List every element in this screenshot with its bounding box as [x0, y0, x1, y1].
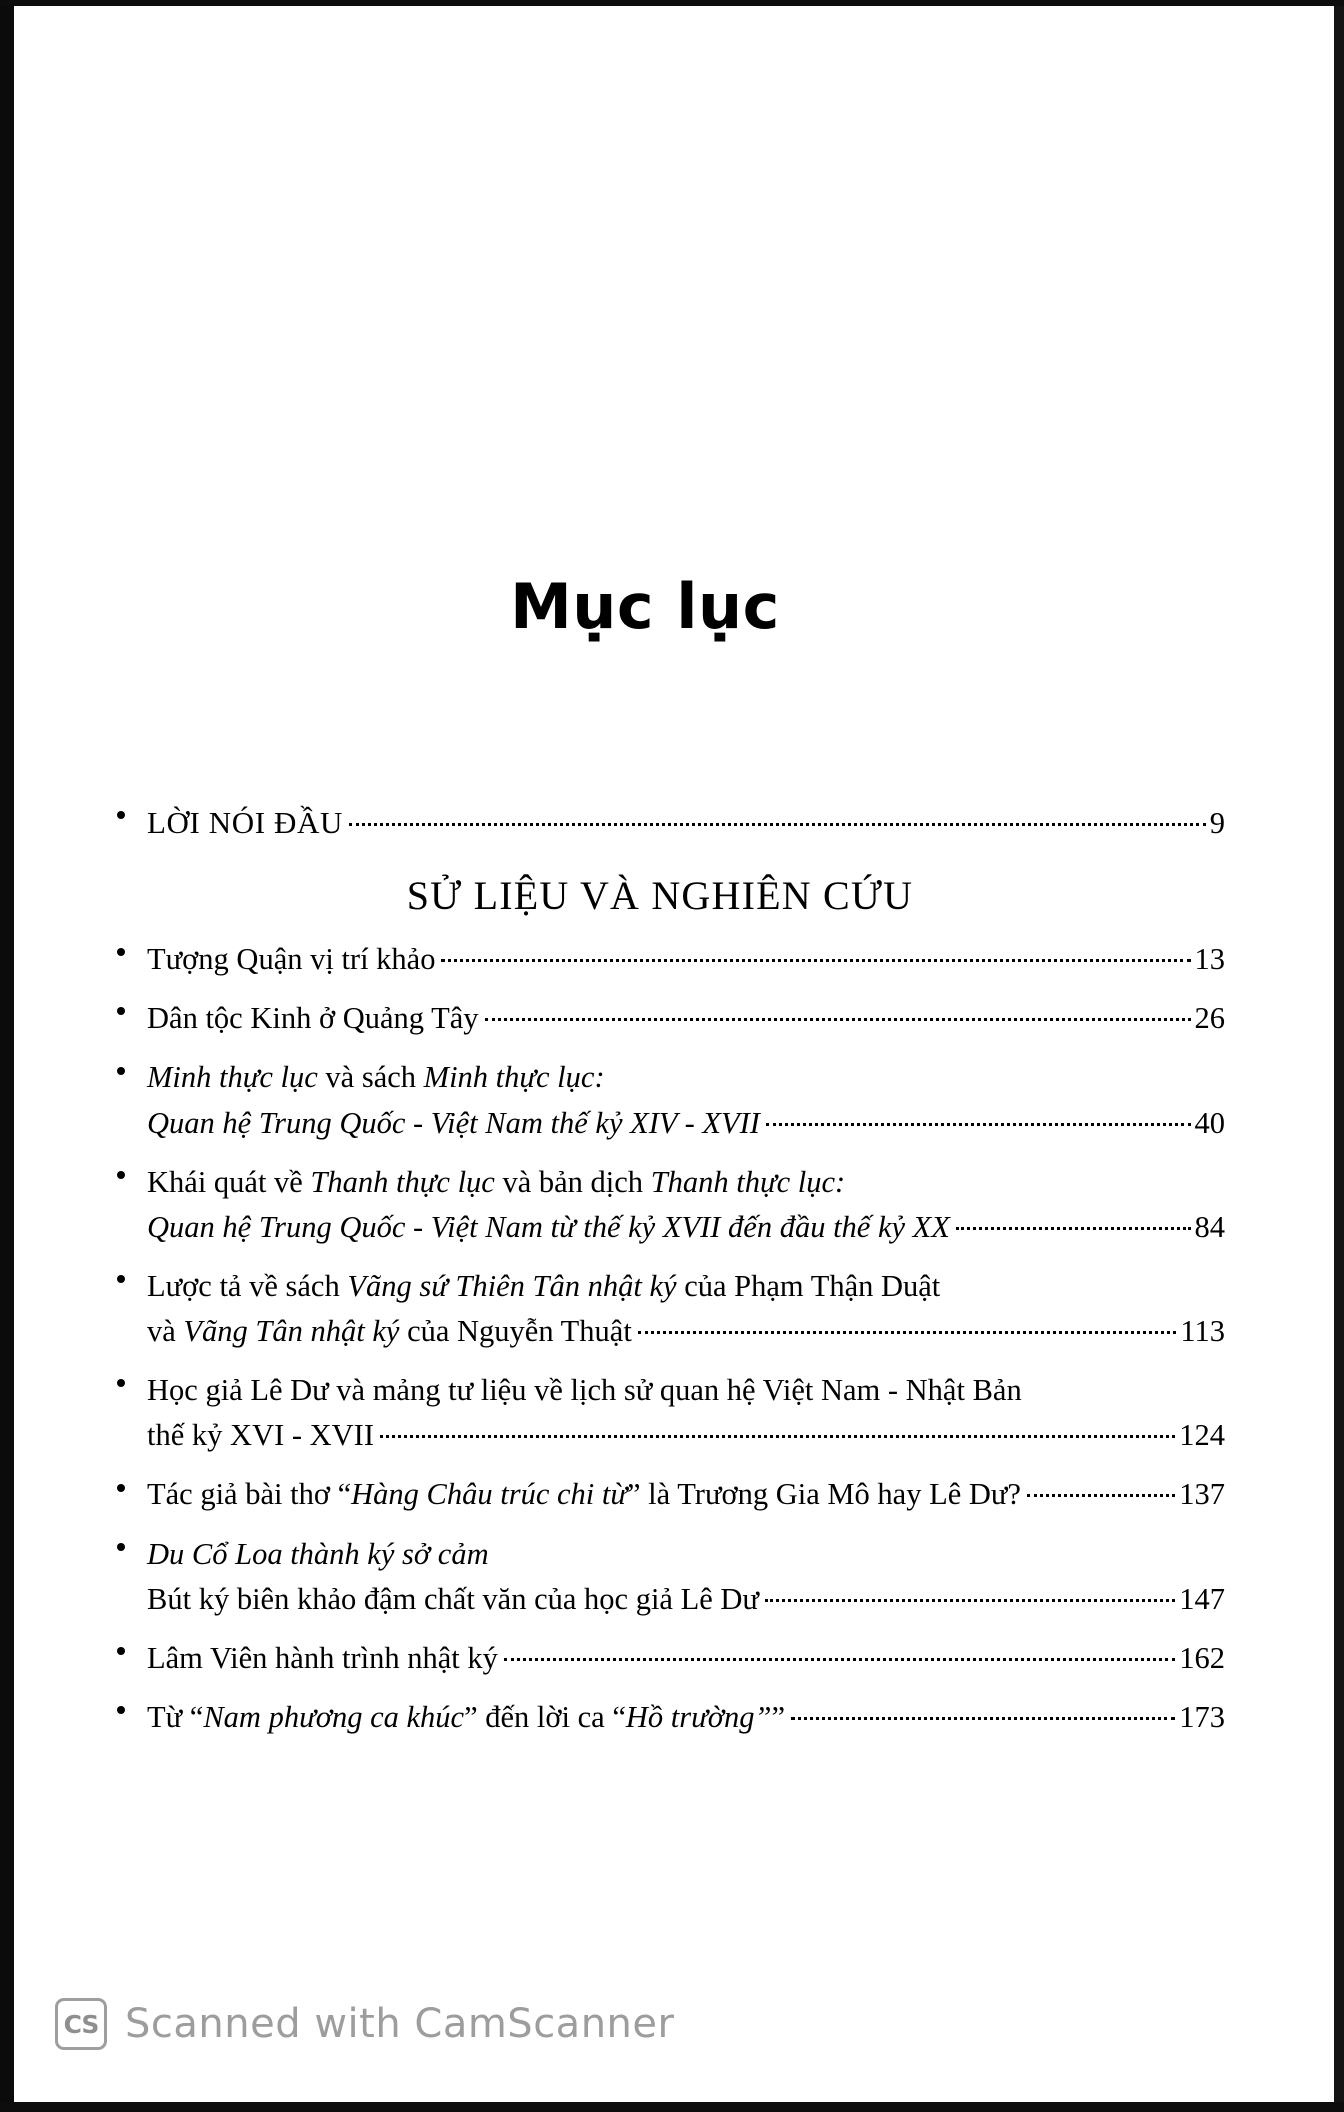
dot-leader — [766, 1123, 1191, 1126]
toc-entry[interactable] — [95, 1160, 1225, 1250]
page-edge-left — [0, 0, 14, 2112]
dot-leader — [441, 959, 1190, 962]
dot-leader — [638, 1331, 1177, 1334]
dot-leader — [791, 1717, 1175, 1720]
bullet-icon — [117, 948, 125, 956]
toc-page-number: 124 — [1179, 1418, 1225, 1453]
toc-entry-title-mid: ” đến lời ca “ — [464, 1699, 626, 1734]
page-edge-right — [1334, 0, 1344, 2112]
page-content — [95, 0, 1265, 2112]
toc-entry-title: LỜI NÓI ĐẦU — [147, 805, 344, 840]
bullet-icon — [117, 1484, 125, 1492]
toc-entry-title-post: ” — [771, 1699, 786, 1734]
camscanner-watermark-text: Scanned with CamScanner — [125, 2001, 675, 2047]
toc-page-number: 9 — [1209, 806, 1225, 840]
bullet-icon — [117, 1275, 125, 1283]
toc-entry-title-pre: Lược tả về sách — [147, 1268, 348, 1303]
toc-page-number: 113 — [1180, 1314, 1225, 1348]
toc-entry[interactable] — [95, 1695, 1225, 1740]
bullet-icon — [117, 1171, 125, 1179]
toc-entry[interactable] — [95, 1532, 1225, 1622]
toc-entry[interactable] — [95, 1368, 1225, 1458]
dot-leader — [380, 1435, 1175, 1438]
toc-entry-subtitle: Bút ký biên khảo đậm chất văn của học giả Lê Dư — [147, 1581, 759, 1616]
toc-entry-title-italic: Vãng sứ Thiên Tân nhật ký — [347, 1268, 677, 1303]
toc-entry[interactable] — [95, 1055, 1225, 1145]
toc-page-number: 26 — [1194, 1001, 1225, 1036]
toc-entry-title-italic: Du Cổ Loa thành ký sở cảm — [147, 1536, 489, 1571]
camscanner-watermark — [55, 1998, 674, 2050]
toc-entry-subtitle: Quan hệ Trung Quốc - Việt Nam thế kỷ XIV - XVII — [147, 1105, 760, 1140]
toc-page-number: 84 — [1194, 1209, 1225, 1244]
toc-entry-title-italic: Thanh thực lục — [310, 1164, 495, 1199]
toc-page-number: 147 — [1179, 1581, 1225, 1616]
toc-entry-title-italic-2: Hồ trường” — [625, 1699, 772, 1734]
toc-page-number: 162 — [1179, 1640, 1225, 1675]
toc-entry-title: Lâm Viên hành trình nhật ký — [147, 1640, 498, 1675]
bullet-icon — [117, 1007, 125, 1015]
toc-entry-title: Tượng Quận vị trí khảo — [147, 942, 436, 977]
dot-leader — [349, 823, 1206, 826]
toc-entry-subtitle: Quan hệ Trung Quốc - Việt Nam từ thế kỷ XVII đến đầu thế kỷ XX — [147, 1209, 950, 1244]
toc-entry-title-pre: Từ “ — [147, 1699, 204, 1734]
toc-entry-title-mid: ” là Trương Gia Mô hay Lê Dư? — [627, 1477, 1021, 1512]
toc-page-number: 137 — [1179, 1477, 1225, 1512]
toc-entry[interactable] — [95, 996, 1225, 1041]
toc-entry-title-italic: Hàng Châu trúc chi từ — [351, 1477, 627, 1512]
dot-leader — [956, 1227, 1191, 1230]
toc-entry-subtitle-pre: và — [147, 1314, 184, 1348]
toc-entry[interactable] — [95, 937, 1225, 982]
bullet-icon — [117, 1706, 125, 1714]
toc-entry[interactable] — [95, 1472, 1225, 1517]
camscanner-logo-icon: CS — [55, 1998, 107, 2050]
section-heading: SỬ LIỆU VÀ NGHIÊN CỨU — [406, 873, 914, 919]
dot-leader — [485, 1018, 1191, 1021]
toc-entry-title: Dân tộc Kinh ở Quảng Tây — [147, 1001, 479, 1036]
bullet-icon — [117, 1067, 125, 1075]
toc-page-number: 173 — [1179, 1699, 1225, 1734]
toc-entry[interactable] — [95, 1636, 1225, 1681]
bullet-icon — [117, 1647, 125, 1655]
toc-entry[interactable] — [95, 800, 1225, 846]
toc-entry-title-italic-2: Minh thực lục: — [423, 1060, 605, 1095]
toc-entry-subtitle-italic: Vãng Tân nhật ký — [183, 1314, 400, 1348]
toc-entry-subtitle: thế kỷ XVI - XVII — [147, 1418, 374, 1453]
toc-entry-title-italic: Minh thực lục — [147, 1060, 318, 1095]
dot-leader — [765, 1599, 1175, 1602]
toc-entry-title-mid: của Phạm Thận Duật — [676, 1268, 941, 1303]
toc-entry-title-italic-2: Thanh thực lục: — [650, 1164, 846, 1199]
toc-entry[interactable] — [95, 1264, 1225, 1354]
page-title: Mục lục — [510, 570, 780, 643]
toc-page-number: 40 — [1194, 1105, 1225, 1140]
toc-entry-title-mid: và bản dịch — [494, 1164, 651, 1199]
toc-entry-title-pre: Khái quát về — [147, 1164, 311, 1199]
bullet-icon — [117, 811, 125, 819]
toc-page-number: 13 — [1194, 942, 1225, 977]
table-of-contents — [95, 800, 1225, 1754]
dot-leader — [504, 1658, 1175, 1661]
toc-entry-title: Học giả Lê Dư và mảng tư liệu về lịch sử quan hệ Việt Nam - Nhật Bản — [147, 1373, 1022, 1408]
toc-entry-title-italic: Nam phương ca khúc — [203, 1699, 465, 1734]
bullet-icon — [117, 1543, 125, 1551]
toc-entry-title-mid: và sách — [317, 1060, 424, 1095]
bullet-icon — [117, 1379, 125, 1387]
toc-entry-subtitle-mid: của Nguyễn Thuật — [399, 1314, 632, 1348]
dot-leader — [1027, 1494, 1175, 1497]
toc-entry-title-pre: Tác giả bài thơ “ — [147, 1477, 352, 1512]
